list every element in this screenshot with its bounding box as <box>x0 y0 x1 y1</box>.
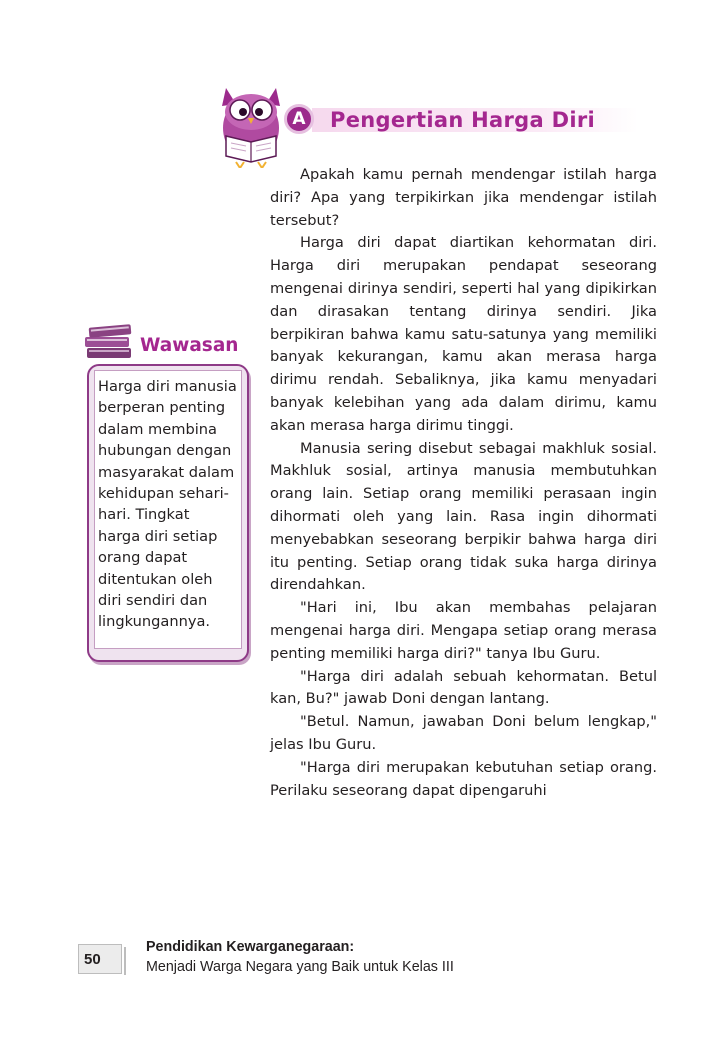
body-paragraph: Harga diri dapat diartikan kehormatan diri. Harga diri merupakan pendapat seseorang mengenai dirinya sendiri, seperti hal yang dipikirkan dan dirasakan tentang dirinya sendiri. Jika berpikiran bahwa kamu satu-satunya yang memiliki banyak kekurangan, kamu akan merasa harga dirimu rendah. Sebaliknya, jika kamu menyadari banyak kelebihan yang ada dalam dirimu, kamu akan merasa harga dirimu tinggi. <box>270 234 657 434</box>
wawasan-line: orang dapat <box>98 549 188 567</box>
wawasan-line: Harga diri manusia <box>98 378 237 395</box>
wawasan-line: berperan penting <box>98 399 226 417</box>
body-paragraph: "Hari ini, Ibu akan membahas pelajaran mengenai harga diri. Mengapa setiap orang merasa penting memiliki harga diri?" tanya Ibu Guru. <box>270 599 657 662</box>
wawasan-line: dalam membina <box>98 420 217 438</box>
body-paragraph: "Harga diri adalah sebuah kehormatan. Betul kan, Bu?" jawab Doni dengan lantang. <box>270 667 657 708</box>
body-paragraph: Apakah kamu pernah mendengar istilah harga diri? Apa yang terpikirkan jika mendengar istilah tersebut? <box>270 166 657 229</box>
owl-reading-book-icon <box>212 82 290 168</box>
section-title: Pengertian Harga Diri <box>330 108 595 132</box>
page-number: 50 <box>84 951 101 968</box>
wawasan-line: harga diri setiap <box>98 527 218 545</box>
body-paragraph: Manusia sering disebut sebagai makhluk sosial. Makhluk sosial, artinya manusia membutuhkan orang lain. Setiap orang memiliki perasaan ingin dihormati oleh yang lain. Rasa ingin dihormati menyebabkan seseorang berpikir bahwa harga diri itu penting. Setiap orang tidak suka harga dirinya direndahkan. <box>270 439 657 594</box>
footer-book-title: Pendidikan Kewarganegaraan: <box>146 939 355 955</box>
section-badge: A <box>284 104 314 134</box>
main-body-text <box>270 164 657 802</box>
footer-divider <box>124 947 126 975</box>
wawasan-line: diri sendiri dan <box>98 592 208 610</box>
wawasan-line: masyarakat dalam <box>98 463 235 481</box>
wawasan-line: ditentukan oleh <box>98 570 213 588</box>
footer-book-subtitle: Menjadi Warga Negara yang Baik untuk Kelas III <box>146 959 454 975</box>
wawasan-line: hubungan dengan <box>98 442 232 460</box>
body-paragraph: "Harga diri merupakan kebutuhan setiap orang. Perilaku seseorang dapat dipengaruhi <box>270 758 657 799</box>
wawasan-text <box>98 376 244 633</box>
wawasan-line: hari. Tingkat <box>98 506 190 524</box>
body-paragraph: "Betul. Namun, jawaban Doni belum lengkap," jelas Ibu Guru. <box>270 713 657 753</box>
wawasan-line: lingkungannya. <box>98 613 211 631</box>
wawasan-title: Wawasan <box>140 335 239 356</box>
stack-of-books-icon <box>83 318 135 362</box>
wawasan-line: kehidupan sehari- <box>98 485 229 503</box>
